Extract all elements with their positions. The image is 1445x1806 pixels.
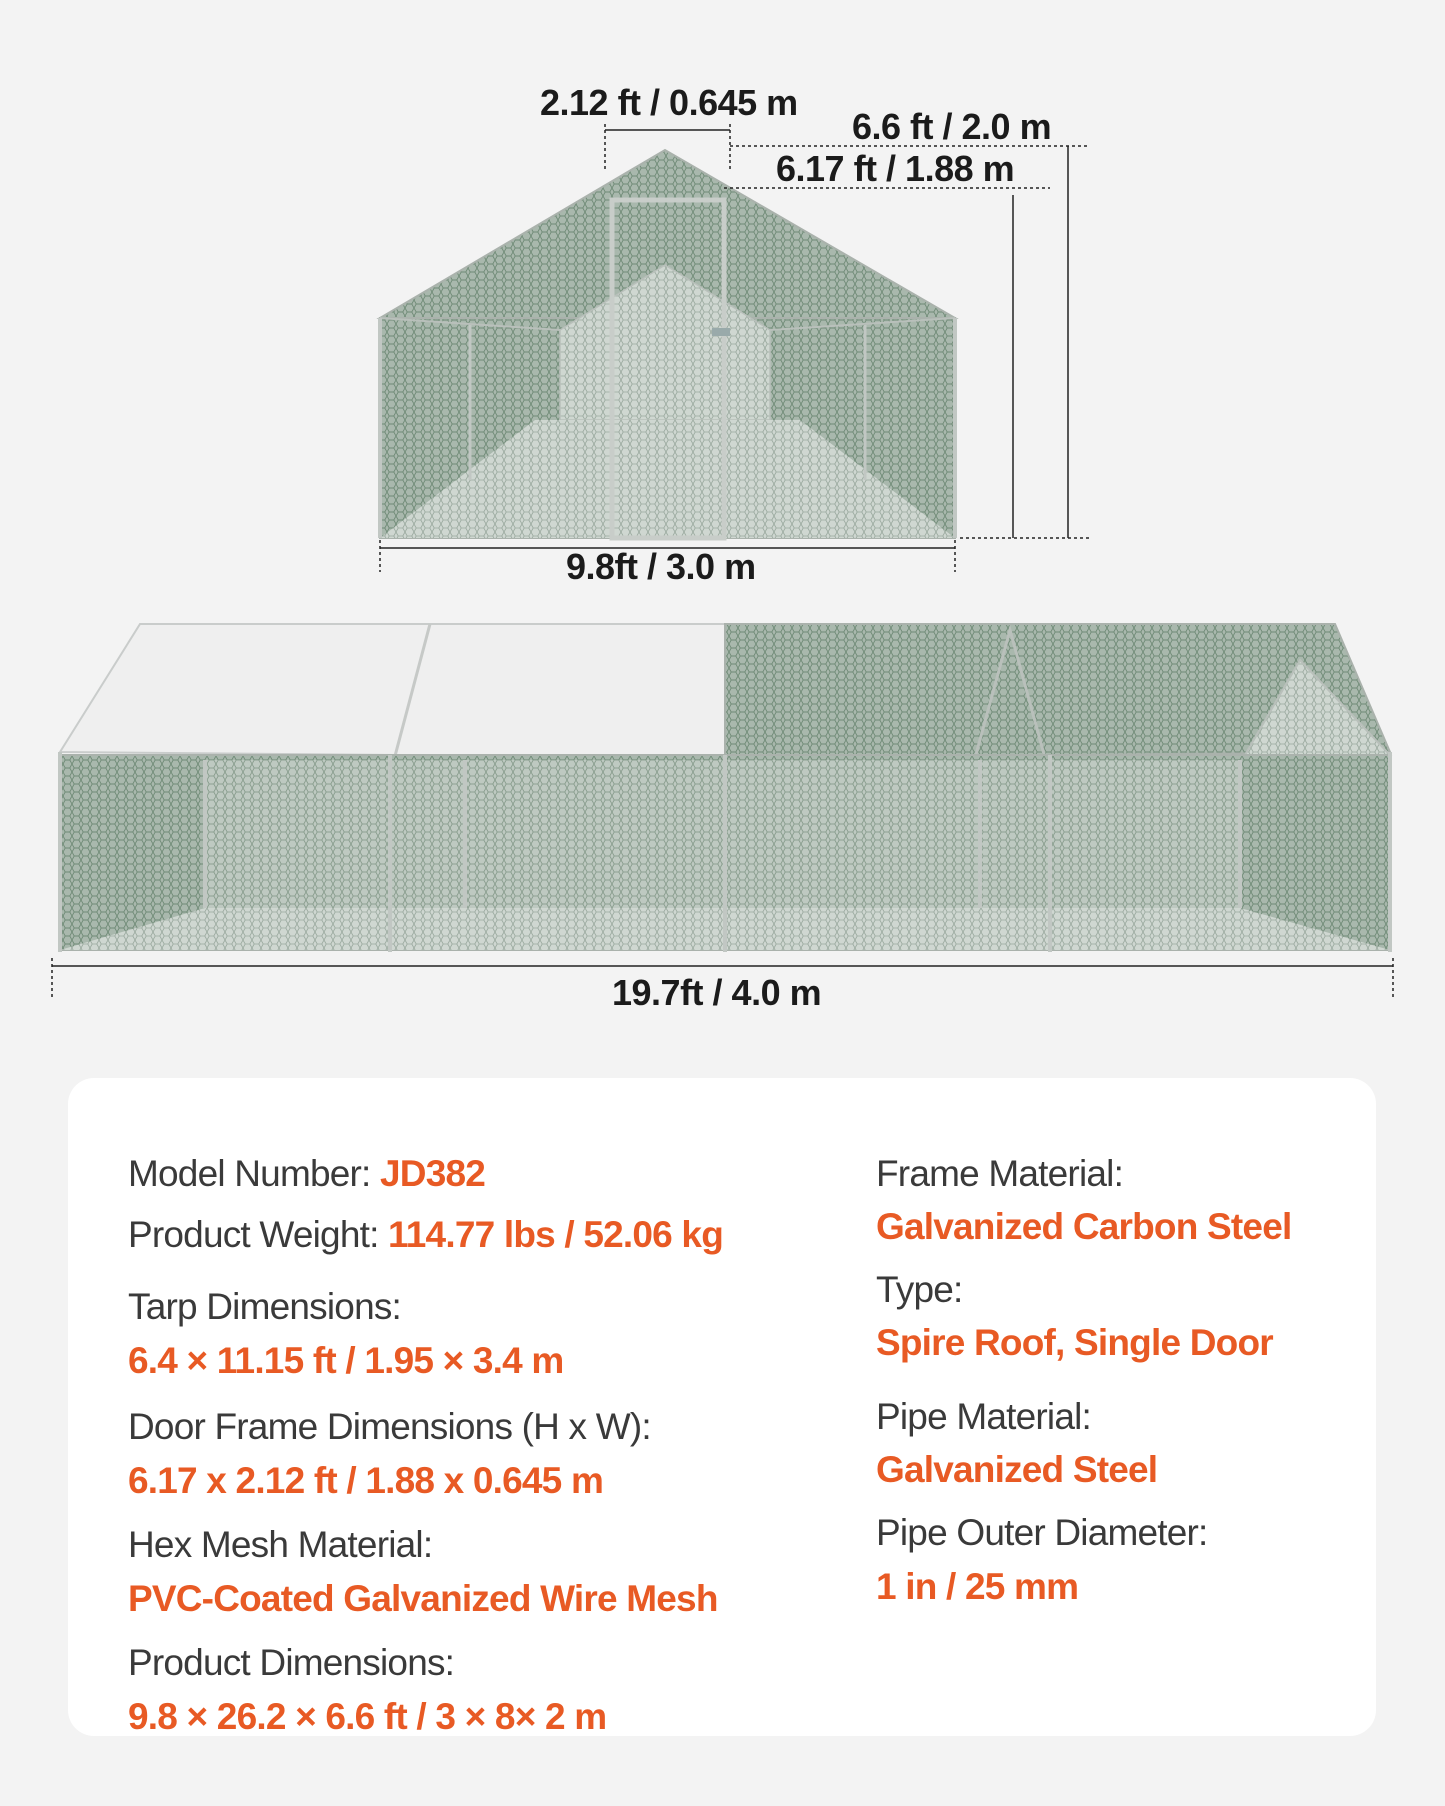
- total-height-label: 6.6 ft / 2.0 m: [852, 106, 1052, 147]
- product-weight-value: 114.77 lbs / 52.06 kg: [388, 1214, 724, 1255]
- door-width-label: 2.12 ft / 0.645 m: [540, 82, 798, 123]
- spec-card: [68, 1078, 1376, 1736]
- hex-mesh-value: PVC-Coated Galvanized Wire Mesh: [128, 1578, 718, 1619]
- frame-material-label: Frame Material:: [876, 1153, 1124, 1194]
- model-number-label: Model Number:: [128, 1153, 371, 1194]
- side-view: [60, 624, 1390, 952]
- type-value: Spire Roof, Single Door: [876, 1322, 1273, 1363]
- pipe-material-value: Galvanized Steel: [876, 1449, 1158, 1490]
- front-view: [380, 150, 955, 538]
- tarp-dimensions-value: 6.4 × 11.15 ft / 1.95 × 3.4 m: [128, 1340, 564, 1381]
- hex-mesh-label: Hex Mesh Material:: [128, 1524, 433, 1565]
- frame-material-value: Galvanized Carbon Steel: [876, 1206, 1292, 1247]
- pipe-material-label: Pipe Material:: [876, 1396, 1092, 1437]
- product-weight-row: [128, 1214, 723, 1257]
- tarp: [60, 624, 725, 758]
- model-number-row: [128, 1153, 485, 1196]
- type-label: Type:: [876, 1269, 963, 1310]
- tarp-dimensions-label: Tarp Dimensions:: [128, 1286, 402, 1327]
- width-label: 9.8ft / 3.0 m: [566, 546, 756, 587]
- product-weight-label: Product Weight:: [128, 1214, 379, 1255]
- door-frame-value: 6.17 x 2.12 ft / 1.88 x 0.645 m: [128, 1460, 604, 1501]
- pipe-diameter-value: 1 in / 25 mm: [876, 1566, 1079, 1607]
- model-number-value: JD382: [380, 1153, 486, 1194]
- product-dimensions-label: Product Dimensions:: [128, 1642, 455, 1683]
- product-dimensions-value: 9.8 × 26.2 × 6.6 ft / 3 × 8× 2 m: [128, 1696, 607, 1737]
- length-label: 19.7ft / 4.0 m: [612, 972, 822, 1013]
- door-frame-label: Door Frame Dimensions (H x W):: [128, 1406, 651, 1447]
- pipe-diameter-label: Pipe Outer Diameter:: [876, 1512, 1208, 1553]
- door-height-label: 6.17 ft / 1.88 m: [776, 148, 1015, 189]
